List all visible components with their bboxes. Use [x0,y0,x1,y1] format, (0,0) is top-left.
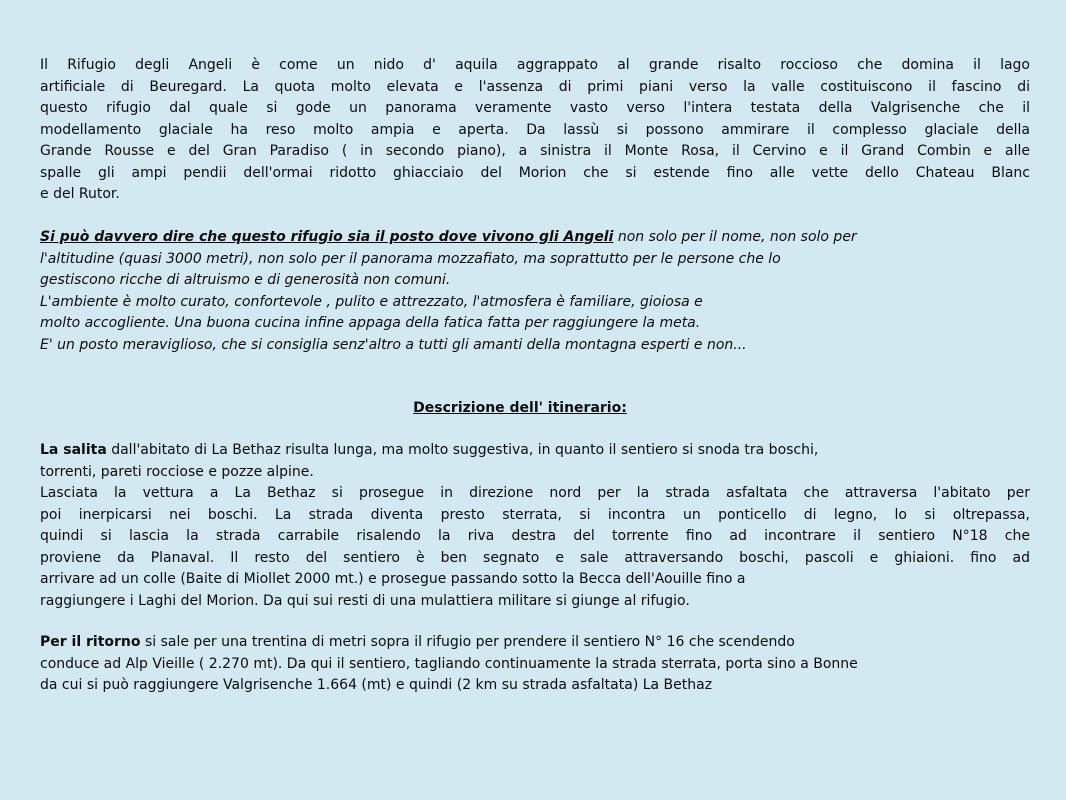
angeli-line: E' un posto meraviglioso, che si consiglia senz'altro a tutti gli amanti della montagna esperti e non... [40,336,747,353]
ritorno-line: conduce ad Alp Vieille ( 2.270 mt). Da qui il sentiero, tagliando continuamente la strada sterrata, porta sino a Bonne [40,655,858,672]
angeli-lead: Si può davvero dire che questo rifugio sia il posto dove vivono gli Angeli [40,229,614,245]
angeli-line-rest: non solo per il nome, non solo per [613,229,857,245]
itinerary-heading: Descrizione dell' itinerario: [413,400,627,416]
salita-lead: La salita [40,442,107,458]
intro-line: Il Rifugio degli Angeli è come un nido d' aquila aggrappato al grande risalto roccioso che domina il lago [40,57,1030,73]
angeli-line: molto accogliente. Una buona cucina infine appaga della fatica fatta per raggiungere la meta. [40,315,701,331]
intro-line: spalle gli ampi pendii dell'ormai ridotto ghiacciaio del Morion che si estende fino alle vette dello Chateau Blanc [40,164,1030,181]
salita-line: proviene da Planaval. Il resto del sentiero è ben segnato e sale attraversando boschi, pascoli e ghiaioni. fino ad [40,549,1030,566]
intro-paragraph [40,55,1030,206]
ritorno-line: da cui si può raggiungere Valgrisenche 1.664 (mt) e quindi (2 km su strada asfaltata) La Bethaz [40,677,713,693]
intro-line: Grande Rousse e del Gran Paradiso ( in secondo piano), a sinistra il Monte Rosa, il Cervino e il Grand Combin e alle [40,143,1030,159]
salita-line: Lasciata la vettura a La Bethaz si prosegue in direzione nord per la strada asfaltata che attraversa l'abitato per [40,485,1030,501]
angeli-line: L'ambiente è molto curato, confortevole , pulito e attrezzato, l'atmosfera è familiare, gioiosa e [40,293,703,310]
intro-line: artificiale di Beuregard. La quota molto elevata e l'assenza di primi piani verso la valle costituiscono il fascino di [40,78,1030,95]
salita-line: quindi si lascia la strada carrabile risalendo la riva destra del torrente fino ad incontrare il sentiero N°18 che [40,528,1030,544]
intro-line: e del Rutor. [40,186,120,202]
intro-line: questo rifugio dal quale si gode un panorama veramente vasto verso l'intera testata della Valgrisenche che il [40,100,1030,116]
salita-line: raggiungere i Laghi del Morion. Da qui sui resti di una mulattiera militare si giunge al rifugio. [40,592,690,609]
salita-paragraph [40,440,1030,612]
ritorno-paragraph [40,632,1030,697]
ritorno-line-rest: si sale per una trentina di metri sopra il rifugio per prendere il sentiero N° 16 che scendendo [140,634,795,650]
ritorno-lead: Per il ritorno [40,634,141,650]
angeli-paragraph [40,227,1000,356]
salita-line-rest: dall'abitato di La Bethaz risulta lunga, ma molto suggestiva, in quanto il sentiero si snoda tra boschi, [106,442,819,458]
angeli-line: l'altitudine (quasi 3000 metri), non solo per il panorama mozzafiato, ma soprattutto per le persone che lo [40,250,781,267]
salita-line: arrivare ad un colle (Baite di Miollet 2000 mt.) e prosegue passando sotto la Becca dell'Aouille fino a [40,571,746,587]
salita-line: poi inerpicarsi nei boschi. La strada diventa presto sterrata, si incontra un ponticello di legno, lo si oltrepassa, [40,506,1030,523]
salita-line: torrenti, pareti rocciose e pozze alpine. [40,463,314,480]
intro-line: modellamento glaciale ha reso molto ampia e aperta. Da lassù si possono ammirare il complesso glaciale della [40,121,1030,138]
angeli-line: gestiscono ricche di altruismo e di generosità non comuni. [40,272,451,288]
